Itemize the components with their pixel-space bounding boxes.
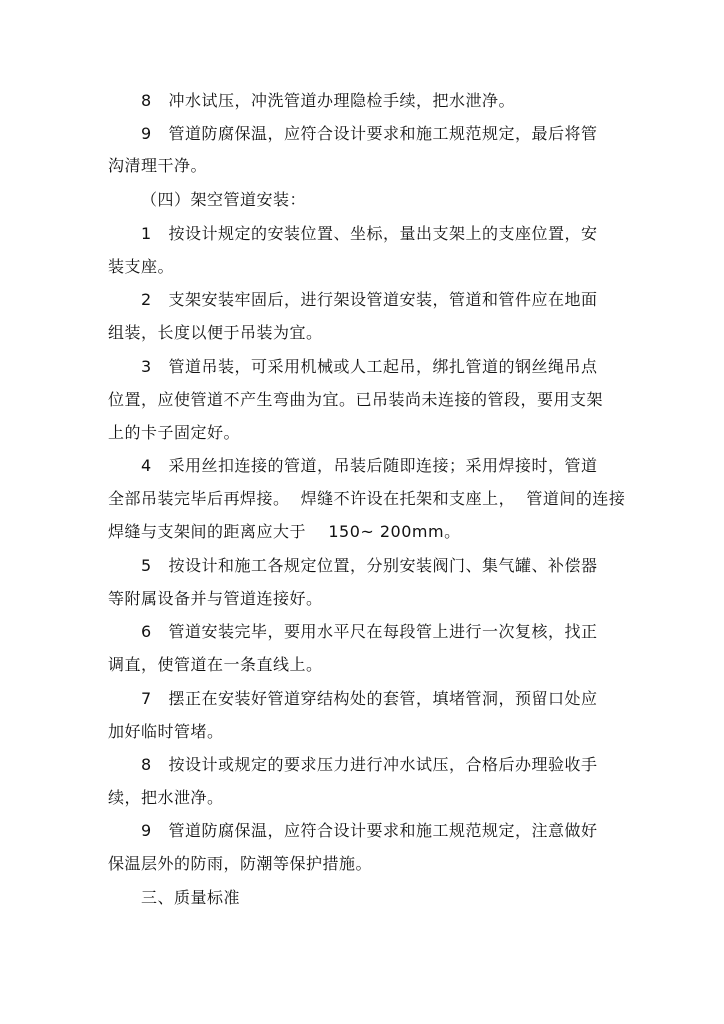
paragraph-line: 9 管道防腐保温，应符合设计要求和施工规范规定，注意做好 bbox=[141, 821, 598, 840]
paragraph-line: 2 支架安装牢固后，进行架设管道安装，管道和管件应在地面 bbox=[141, 290, 598, 309]
paragraph-line: 6 管道安装完毕，要用水平尺在每段管上进行一次复核，找正 bbox=[141, 622, 598, 641]
paragraph-line: 保温层外的防雨，防潮等保护措施。 bbox=[108, 854, 373, 873]
paragraph-line: 装支座。 bbox=[108, 257, 175, 276]
paragraph-line: 续，把水泄净。 bbox=[108, 788, 224, 807]
section-heading: 三、质量标准 bbox=[141, 888, 241, 907]
paragraph-line: 8 冲水试压，冲洗管道办理隐检手续，把水泄净。 bbox=[141, 91, 515, 110]
paragraph-line: 8 按设计或规定的要求压力进行冲水试压，合格后办理验收手 bbox=[141, 755, 598, 774]
paragraph-line: 7 摆正在安装好管道穿结构处的套管，填堵管洞，预留口处应 bbox=[141, 689, 598, 708]
paragraph-line: 沟清理干净。 bbox=[108, 156, 208, 175]
paragraph-line: 全部吊装完毕后再焊接。 焊缝不许设在托架和支座上， 管道间的连接 bbox=[108, 489, 626, 508]
paragraph-line: 4 采用丝扣连接的管道，吊装后随即连接；采用焊接时，管道 bbox=[141, 456, 598, 475]
paragraph-line: 焊缝与支架间的距离应大于 150~ 200mm。 bbox=[108, 522, 461, 541]
paragraph-line: 组装，长度以便于吊装为宜。 bbox=[108, 323, 323, 342]
paragraph-line: 1 按设计规定的安装位置、坐标，量出支架上的支座位置，安 bbox=[141, 224, 598, 243]
paragraph-line: 加好临时管堵。 bbox=[108, 722, 224, 741]
paragraph-line: 位置，应使管道不产生弯曲为宜。已吊装尚未连接的管段，要用支架 bbox=[108, 390, 604, 409]
paragraph-line: 上的卡子固定好。 bbox=[108, 423, 241, 442]
paragraph-line: 9 管道防腐保温，应符合设计要求和施工规范规定，最后将管 bbox=[141, 124, 598, 143]
section-heading: （四）架空管道安装： bbox=[141, 190, 307, 209]
paragraph-line: 3 管道吊装，可采用机械或人工起吊，绑扎管道的钢丝绳吊点 bbox=[141, 357, 598, 376]
paragraph-line: 调直，使管道在一条直线上。 bbox=[108, 655, 323, 674]
paragraph-line: 等附属设备并与管道连接好。 bbox=[108, 589, 323, 608]
paragraph-line: 5 按设计和施工各规定位置，分别安装阀门、集气罐、补偿器 bbox=[141, 556, 598, 575]
